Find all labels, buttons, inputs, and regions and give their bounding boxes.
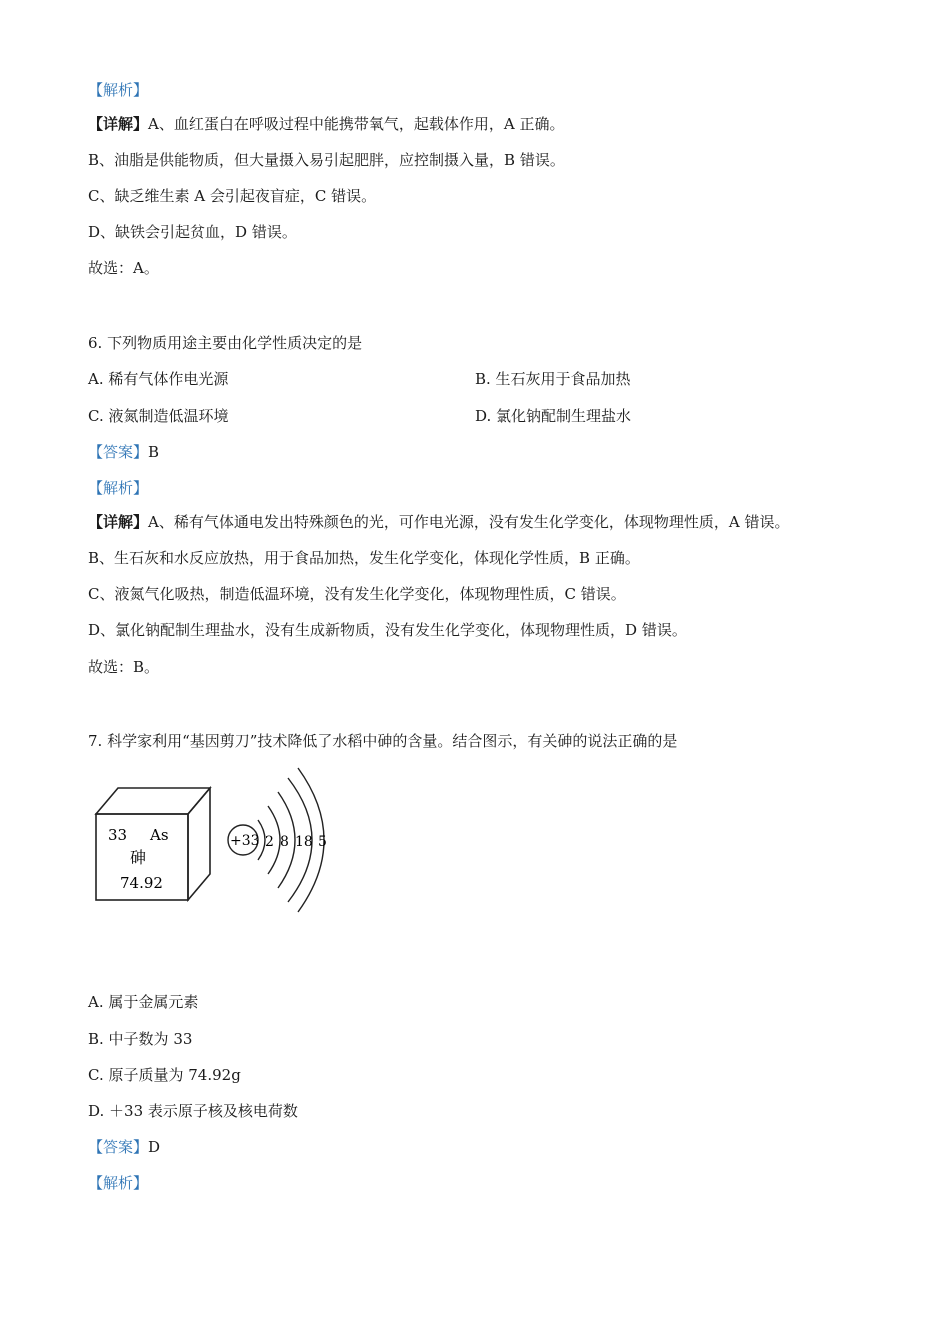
q6-question: 6. 下列物质用途主要由化学性质决定的是 [88, 334, 363, 352]
q6-detail-line-c: C、液氮气化吸热，制造低温环境，没有发生化学变化，体现物理性质，C 错误。 [88, 585, 626, 603]
q6-option-d: D. 氯化钠配制生理盐水 [475, 407, 632, 425]
q6-answer [88, 442, 159, 462]
q6-answer-value: B [148, 443, 160, 461]
q5-detail-line-b: B、油脂是供能物质，但大量摄入易引起肥胖，应控制摄入量，B 错误。 [88, 151, 565, 169]
q6-conclusion: 故选：B。 [88, 658, 160, 676]
q6-detail-line-b: B、生石灰和水反应放热，用于食品加热，发生化学变化，体现化学性质，B 正确。 [88, 549, 640, 567]
q5-detail-line-c: C、缺乏维生素 A 会引起夜盲症，C 错误。 [88, 187, 377, 205]
q5-detail-line-d: D、缺铁会引起贫血，D 错误。 [88, 223, 297, 241]
q6-option-c: C. 液氮制造低温环境 [88, 407, 229, 425]
q7-answer [88, 1137, 160, 1157]
element-symbol: As [150, 826, 169, 844]
element-name: 砷 [130, 848, 147, 867]
q5-conclusion: 故选：A。 [88, 259, 159, 277]
shell-electrons-1: 2 [265, 834, 274, 850]
q7-question: 7. 科学家利用“基因剪刀”技术降低了水稻中砷的含量。结合图示，有关砷的说法正确的是 [88, 732, 678, 750]
q6-detail-tag: 【详解】 [88, 513, 149, 531]
q7-option-a: A. 属于金属元素 [88, 993, 199, 1011]
q5-detail-line-a [88, 114, 564, 134]
atomic-number: 33 [108, 826, 128, 844]
q5-detail-tag: 【详解】 [88, 115, 149, 133]
arsenic-figure [88, 762, 348, 922]
atomic-mass: 74.92 [120, 874, 163, 892]
q5-detail-text-a: A、血红蛋白在呼吸过程中能携带氧气，起载体作用，A 正确。 [148, 115, 565, 133]
shell-electrons-2: 8 [280, 834, 289, 850]
q7-option-c: C. 原子质量为 74.92g [88, 1066, 241, 1084]
q6-option-b: B. 生石灰用于食品加热 [475, 370, 631, 388]
q7-option-b: B. 中子数为 33 [88, 1030, 193, 1048]
shell-electrons-4: 5 [318, 834, 327, 850]
shell-electrons-3: 18 [295, 834, 313, 850]
q7-answer-tag: 【答案】 [88, 1138, 149, 1156]
q6-option-a: A. 稀有气体作电光源 [88, 370, 229, 388]
q6-answer-tag: 【答案】 [88, 443, 149, 461]
q6-analysis-tag: 【解析】 [88, 479, 149, 497]
q6-detail-line-d: D、氯化钠配制生理盐水，没有生成新物质，没有发生化学变化，体现物理性质，D 错误。 [88, 621, 687, 639]
card-side-face [188, 788, 210, 900]
card-top-face [96, 788, 210, 814]
q7-option-d: D. ＋33 表示原子核及核电荷数 [88, 1102, 298, 1120]
q7-analysis-tag: 【解析】 [88, 1174, 149, 1192]
nucleus-charge: +33 [230, 833, 260, 849]
q6-detail-text-a: A、稀有气体通电发出特殊颜色的光，可作电光源，没有发生化学变化，体现物理性质，A 错误。 [148, 513, 790, 531]
q5-analysis-tag: 【解析】 [88, 81, 149, 99]
q6-detail-line-a [88, 512, 789, 532]
q7-answer-value: D [148, 1138, 161, 1156]
